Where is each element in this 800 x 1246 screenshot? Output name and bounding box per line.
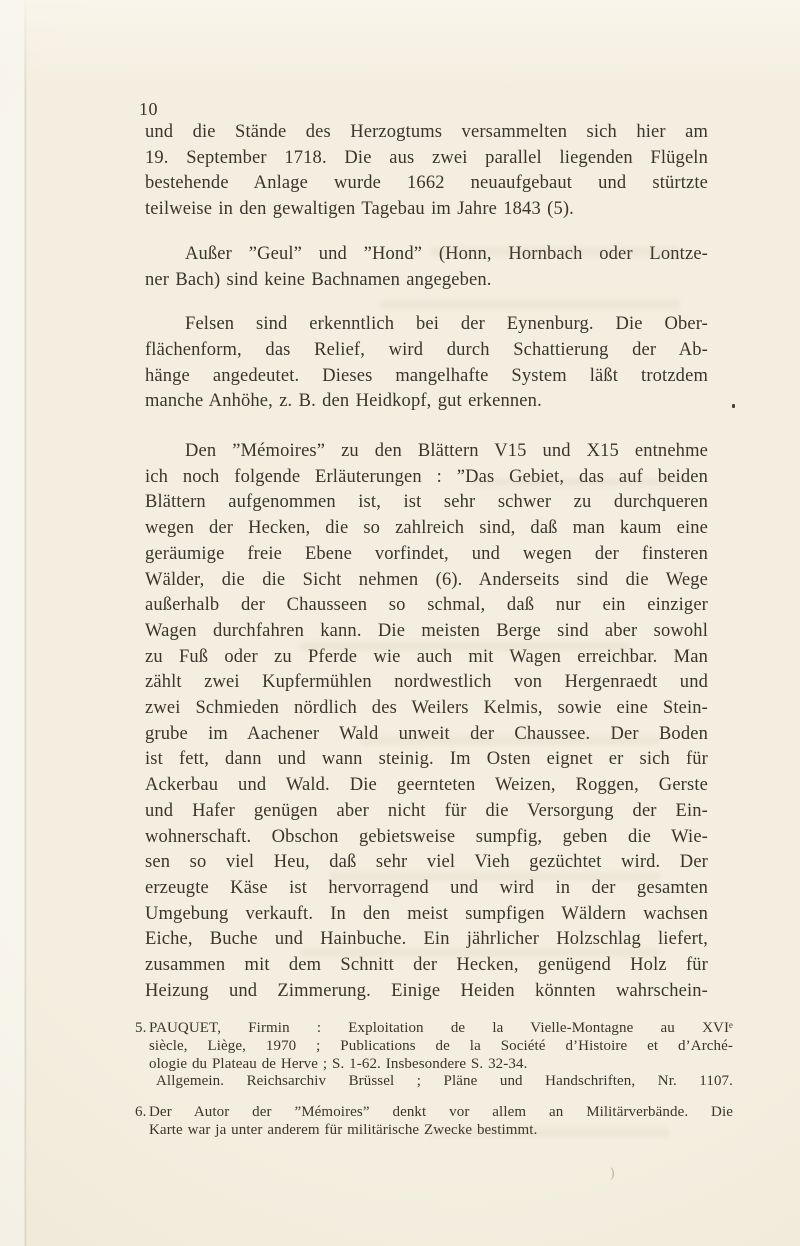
text-line: Wälder, die die Sicht nehmen (6). Anderseits sind die Wege [145,569,708,590]
text-line: zusammen mit dem Schnitt der Hecken, genügend Holz für [145,955,708,976]
footnote-number: 5. [135,1020,147,1036]
text-line: flächenform, das Relief, wird durch Schattierung der Ab- [145,339,708,360]
text-line: ist fett, dann und wann steinig. Im Osten eignet er sich für [145,749,708,770]
footnote [135,1104,733,1140]
text-line: teilweise in den gewaltigen Tagebau im Jahre 1843 (5). [145,199,574,220]
text-line: Heizung und Zimmerung. Einige Heiden könnten wahrschein- [145,980,708,1001]
footnote-text [149,1104,733,1140]
text-line: zwei Schmieden nördlich des Weilers Kelmis, sowie eine Stein- [145,698,708,719]
text-line: Ackerbau und Wald. Die geernteten Weizen, Roggen, Gerste [145,775,708,796]
text-line: geräumige freie Ebene vorfindet, und wegen der finsteren [145,543,708,564]
text-line: ich noch folgende Erläuterungen : ”Das Gebiet, das auf beiden [145,466,708,487]
text-line: und die Stände des Herzogtums versammelten sich hier am [145,122,708,142]
text-line: Eiche, Buche und Hainbuche. Ein jährlicher Holzschlag liefert, [145,929,708,950]
text-line: außerhalb der Chausseen so schmal, daß nur ein einziger [145,595,708,616]
page-number: 10 [139,99,158,119]
text-line: Umgebung verkauft. In den meist sumpfigen Wäldern wachsen [145,903,708,924]
footnote-line: Der Autor der ”Mémoires” denkt vor allem an Militärverbände. Die [149,1104,733,1121]
footnote-line: Karte war ja unter anderem für militärische Zwecke bestimmt. [149,1121,538,1138]
footnotes [135,1020,733,1140]
text-line: 19. September 1718. Die aus zwei parallel liegenden Flügeln [145,147,708,168]
text-line: Außer ”Geul” und ”Hond” (Honn, Hornbach oder Lontze- [185,243,708,264]
text-line: Felsen sind erkenntlich bei der Eynenburg. Die Ober- [185,314,708,335]
paragraph [145,312,708,415]
footnote-number: 6. [135,1104,147,1121]
ink-speck [732,404,735,408]
footnote-line: PAUQUET, Firmin : Exploitation de la Vielle-Montagne au XVIᵉ [149,1020,733,1036]
text-line: zählt zwei Kupfermühlen nordwestlich von Hergenraedt und [145,672,708,693]
footnote-line: siècle, Liège, 1970 ; Publications de la Société d’Histoire et d’Arché- [149,1037,733,1054]
text-line: Den ”Mémoires” zu den Blättern V15 und X15 entnehme [185,441,708,462]
paragraph [145,439,708,1004]
print-artifact-mark: ) [610,1166,615,1181]
text-line: Wagen durchfahren kann. Die meisten Berge sind aber sowohl [145,620,708,641]
text-line: hänge angedeutet. Dieses mangelhafte System läßt trotzdem [145,365,708,386]
text-line: ner Bach) sind keine Bachnamen angegeben. [145,269,492,290]
footnote-text [149,1020,733,1091]
paragraph [145,242,708,293]
text-line: Blättern aufgenommen ist, ist sehr schwer zu durchqueren [145,492,708,513]
text-line: manche Anhöhe, z. B. den Heidkopf, gut erkennen. [145,391,542,412]
main-text [145,120,708,1005]
text-line: grube im Aachener Wald unweit der Chaussee. Der Boden [145,723,708,744]
text-line: und Hafer genügen aber nicht für die Versorgung der Ein- [145,800,708,821]
footnote [135,1020,733,1091]
text-line: sen so viel Heu, daß sehr viel Vieh gezüchtet wird. Der [145,852,708,873]
text-line: wegen der Hecken, die so zahlreich sind, daß man kaum eine [145,518,708,539]
text-line: bestehende Anlage wurde 1662 neuaufgebaut und stürtzte [145,173,708,194]
footnote-line: Allgemein. Reichsarchiv Brüssel ; Pläne und Handschriften, Nr. 1107. [156,1073,733,1090]
text-line: erzeugte Käse ist hervorragend und wird in der gesamten [145,877,708,898]
text-line: wohnerschaft. Obschon gebietsweise sumpfig, geben die Wie- [145,826,708,847]
text-line: zu Fuß oder zu Pferde wie auch mit Wagen erreichbar. Man [145,646,708,667]
footnote-line: ologie du Plateau de Herve ; S. 1-62. Insbesondere S. 32-34. [149,1055,528,1072]
paragraph [145,120,708,223]
